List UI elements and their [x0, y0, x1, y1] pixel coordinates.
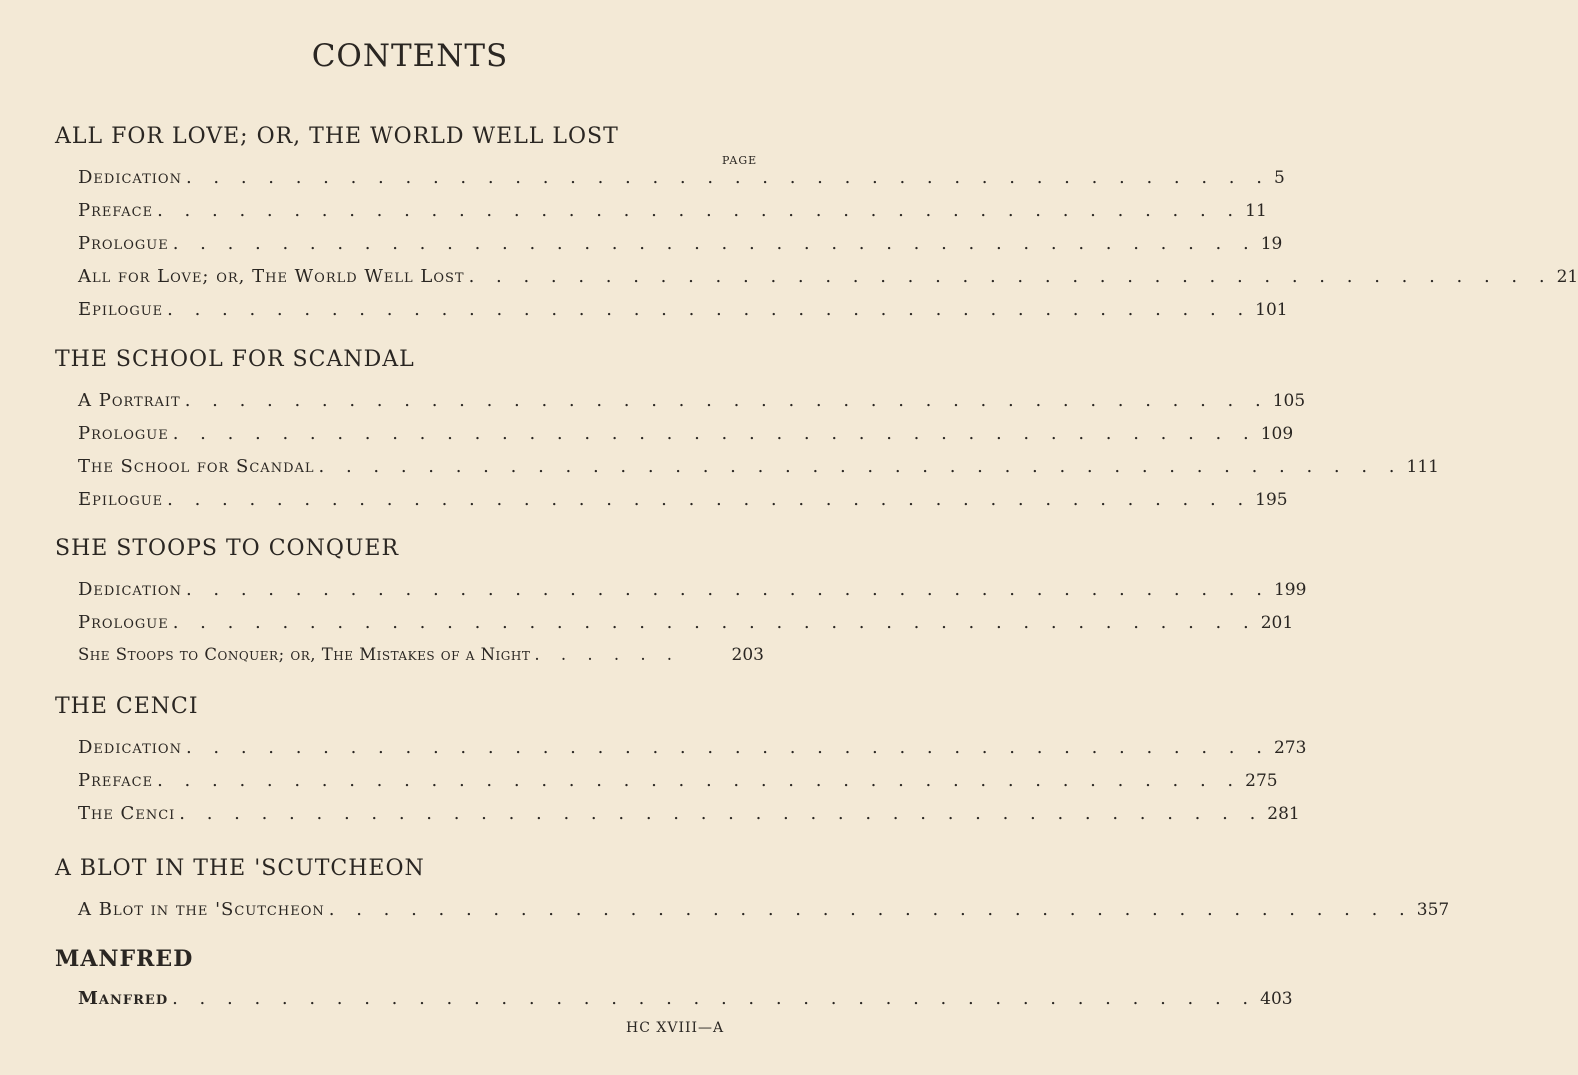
leader-dots: . . . . . . . . . . . . . . . . . . . . . . . . . . . . . . . . . . . . . . . . [172, 612, 1257, 633]
leader-dots: . . . . . . . . . . . . . . . . . . . . . . . . . . . . . . . . . . . . . . . . [318, 456, 1403, 477]
entry-page: 275 [1245, 771, 1278, 791]
entry-label: Prologue [78, 612, 169, 633]
entry-page: 199 [1273, 580, 1307, 600]
entry-page: 281 [1267, 804, 1300, 824]
entry-label: The School for Scandal [78, 456, 315, 477]
entry-page: 21 [1556, 267, 1578, 287]
page-title: CONTENTS [311, 38, 509, 74]
toc-entry[interactable] [78, 233, 1283, 259]
leader-dots: . . . . . . . . . . . . . . . . . . . . . . . . . . . . . . . . . . . . . . . . [167, 299, 1252, 320]
leader-dots: . . . . . . . . . . . . . . . . . . . . . . . . . . . . . . . . . . . . . . . . [468, 266, 1553, 287]
entry-label: Dedication [78, 579, 182, 600]
toc-entry[interactable] [78, 456, 1439, 482]
entry-page: 357 [1416, 900, 1450, 920]
entry-label: The Cenci [78, 803, 176, 824]
entry-label: Dedication [78, 737, 182, 758]
toc-entry[interactable] [78, 579, 1307, 605]
entry-label: Dedication [78, 167, 182, 188]
entry-label: A Blot in the 'Scutcheon [78, 899, 325, 920]
leader-dots: . . . . . . . . . . . . . . . . . . . . . . . . . . . . . . . . . . . . . . . . [184, 390, 1269, 411]
entry-label: Epilogue [78, 489, 164, 510]
toc-entry[interactable] [78, 489, 1288, 515]
toc-entry[interactable] [78, 645, 764, 671]
leader-dots: . . . . . . . . . . . . . . . . . . . . . . . . . . . . . . . . . . . . . . . . [157, 770, 1242, 791]
toc-entry[interactable] [78, 423, 1294, 449]
entry-page: 19 [1260, 234, 1283, 254]
entry-page: 195 [1255, 490, 1288, 510]
section-heading: THE CENCI [55, 694, 199, 719]
entry-page: 5 [1273, 168, 1285, 188]
leader-dots: . . . . . . . . . . . . . . . . . . . . . . . . . . . . . . . . . . . . . . . . [185, 737, 1270, 758]
toc-entry[interactable] [78, 390, 1306, 416]
entry-label: Prologue [78, 423, 169, 444]
toc-entry[interactable] [78, 770, 1278, 796]
toc-entry[interactable] [78, 167, 1285, 193]
page-column-label: PAGE [722, 154, 758, 167]
leader-dots: . . . . . . . . . . . . . . . . . . . . . . . . . . . . . . . . . . . . . . . . [185, 579, 1270, 600]
entry-label: Epilogue [78, 299, 164, 320]
leader-dots: . . . . . . [534, 645, 681, 664]
section-heading: ALL FOR LOVE; OR, THE WORLD WELL LOST [55, 124, 619, 149]
entry-page: 111 [1406, 457, 1439, 477]
entry-page: 101 [1255, 300, 1288, 320]
toc-entry[interactable] [78, 612, 1294, 638]
entry-label: Manfred [78, 988, 169, 1009]
section-heading: A BLOT IN THE 'SCUTCHEON [55, 856, 425, 881]
toc-entry[interactable] [78, 200, 1267, 226]
leader-dots: . . . . . . . . . . . . . . . . . . . . . . . . . . . . . . . . . . . . . . . . [157, 200, 1242, 221]
leader-dots: . . . . . . . . . . . . . . . . . . . . . . . . . . . . . . . . . . . . . . . . [172, 423, 1257, 444]
signature-mark: HC XVIII—A [626, 1020, 725, 1036]
entry-label: Preface [78, 200, 154, 221]
toc-entry[interactable] [78, 988, 1293, 1014]
toc-entry[interactable] [78, 899, 1450, 925]
leader-dots: . . . . . . . . . . . . . . . . . . . . . . . . . . . . . . . . . . . . . . . . [172, 988, 1257, 1009]
toc-entry[interactable] [78, 737, 1307, 763]
leader-dots: . . . . . . . . . . . . . . . . . . . . . . . . . . . . . . . . . . . . . . . . [179, 803, 1264, 824]
entry-page: 11 [1245, 201, 1267, 221]
leader-dots: . . . . . . . . . . . . . . . . . . . . . . . . . . . . . . . . . . . . . . . . [185, 167, 1270, 188]
entry-label: Prologue [78, 233, 169, 254]
entry-page: 201 [1260, 613, 1294, 633]
entry-page: 203 [731, 645, 764, 665]
entry-label: Preface [78, 770, 154, 791]
entry-label: She Stoops to Conquer; or, The Mistakes of a Night [78, 645, 531, 664]
toc-entry[interactable] [78, 803, 1300, 829]
entry-label: All for Love; or, The World Well Lost [78, 266, 465, 287]
entry-page: 109 [1260, 424, 1294, 444]
leader-dots: . . . . . . . . . . . . . . . . . . . . . . . . . . . . . . . . . . . . . . . . [167, 489, 1252, 510]
toc-entry[interactable] [78, 266, 1578, 292]
leader-dots: . . . . . . . . . . . . . . . . . . . . . . . . . . . . . . . . . . . . . . . . [172, 233, 1257, 254]
section-heading: SHE STOOPS TO CONQUER [55, 536, 400, 561]
entry-page: 273 [1273, 738, 1307, 758]
section-heading: THE SCHOOL FOR SCANDAL [55, 347, 415, 372]
leader-dots: . . . . . . . . . . . . . . . . . . . . . . . . . . . . . . . . . . . . . . . . [328, 899, 1413, 920]
toc-entry[interactable] [78, 299, 1288, 325]
section-heading: MANFRED [55, 946, 194, 972]
entry-label: A Portrait [78, 390, 181, 411]
entry-page: 403 [1260, 989, 1293, 1009]
entry-page: 105 [1272, 391, 1306, 411]
